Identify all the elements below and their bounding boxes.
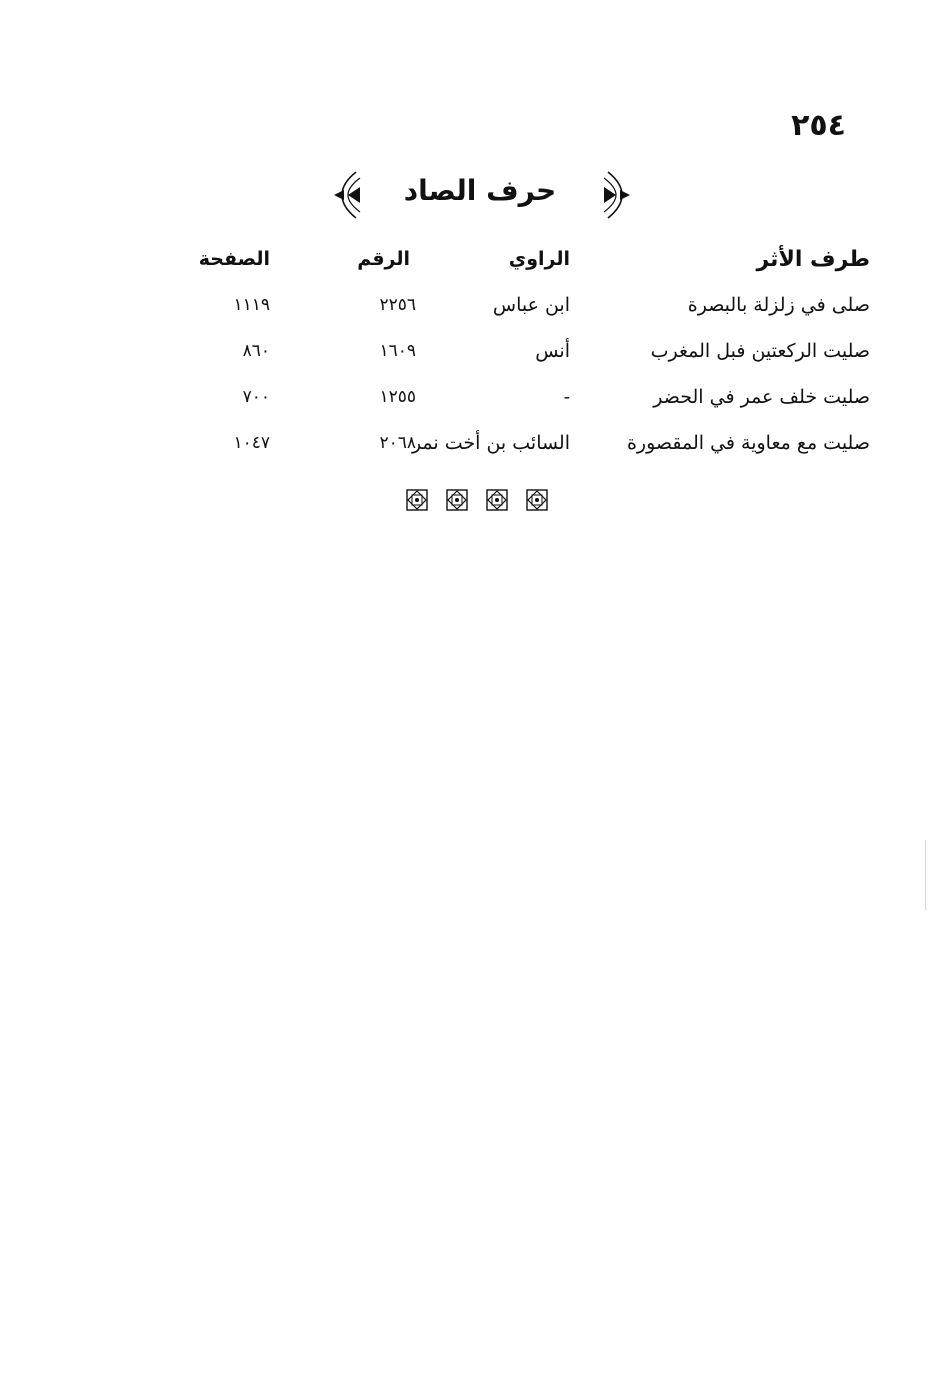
athar-cell: صليت خلف عمر في الحضر xyxy=(653,386,870,408)
athar-cell: صلى في زلزلة بالبصرة xyxy=(687,294,870,316)
closing-ornaments xyxy=(405,488,555,516)
header-number: الرقم xyxy=(357,248,410,270)
arabesque-bracket-icon xyxy=(328,170,364,220)
page-cell: ١٠٤٧ xyxy=(233,433,270,453)
narrator-cell: - xyxy=(563,386,570,408)
athar-index-table xyxy=(160,236,870,466)
page-cell: ٧٠٠ xyxy=(242,387,270,407)
narrator-cell: ابن عباس xyxy=(492,294,570,316)
number-cell: ١٦٠٩ xyxy=(379,341,416,361)
star-knot-icon xyxy=(525,488,549,512)
number-cell: ٢٢٥٦ xyxy=(379,295,416,315)
section-title: حرف الصاد xyxy=(403,174,557,207)
section-header xyxy=(320,168,640,220)
page-cell: ١١١٩ xyxy=(233,295,270,315)
table-row xyxy=(160,420,870,466)
narrator-cell: السائب بن أخت نمر xyxy=(411,432,570,454)
header-page: الصفحة xyxy=(198,248,270,270)
page-number: ٢٥٤ xyxy=(791,108,846,143)
table-row xyxy=(160,374,870,420)
athar-cell: صليت مع معاوية في المقصورة xyxy=(626,432,870,454)
athar-cell: صليت الركعتين فبل المغرب xyxy=(650,340,870,362)
table-row xyxy=(160,328,870,374)
number-cell: ١٢٥٥ xyxy=(379,387,416,407)
star-knot-icon xyxy=(485,488,509,512)
arabesque-bracket-icon xyxy=(600,170,636,220)
header-narrator: الراوي xyxy=(508,248,570,270)
header-athar: طرف الأثر xyxy=(756,246,870,272)
star-knot-icon xyxy=(405,488,429,512)
table-header-row xyxy=(160,236,870,282)
narrator-cell: أنس xyxy=(535,340,570,362)
page-edge-mark xyxy=(925,840,926,910)
star-knot-icon xyxy=(445,488,469,512)
table-row xyxy=(160,282,870,328)
number-cell: ٢٠٦٨ xyxy=(379,433,416,453)
page-cell: ٨٦٠ xyxy=(242,341,270,361)
